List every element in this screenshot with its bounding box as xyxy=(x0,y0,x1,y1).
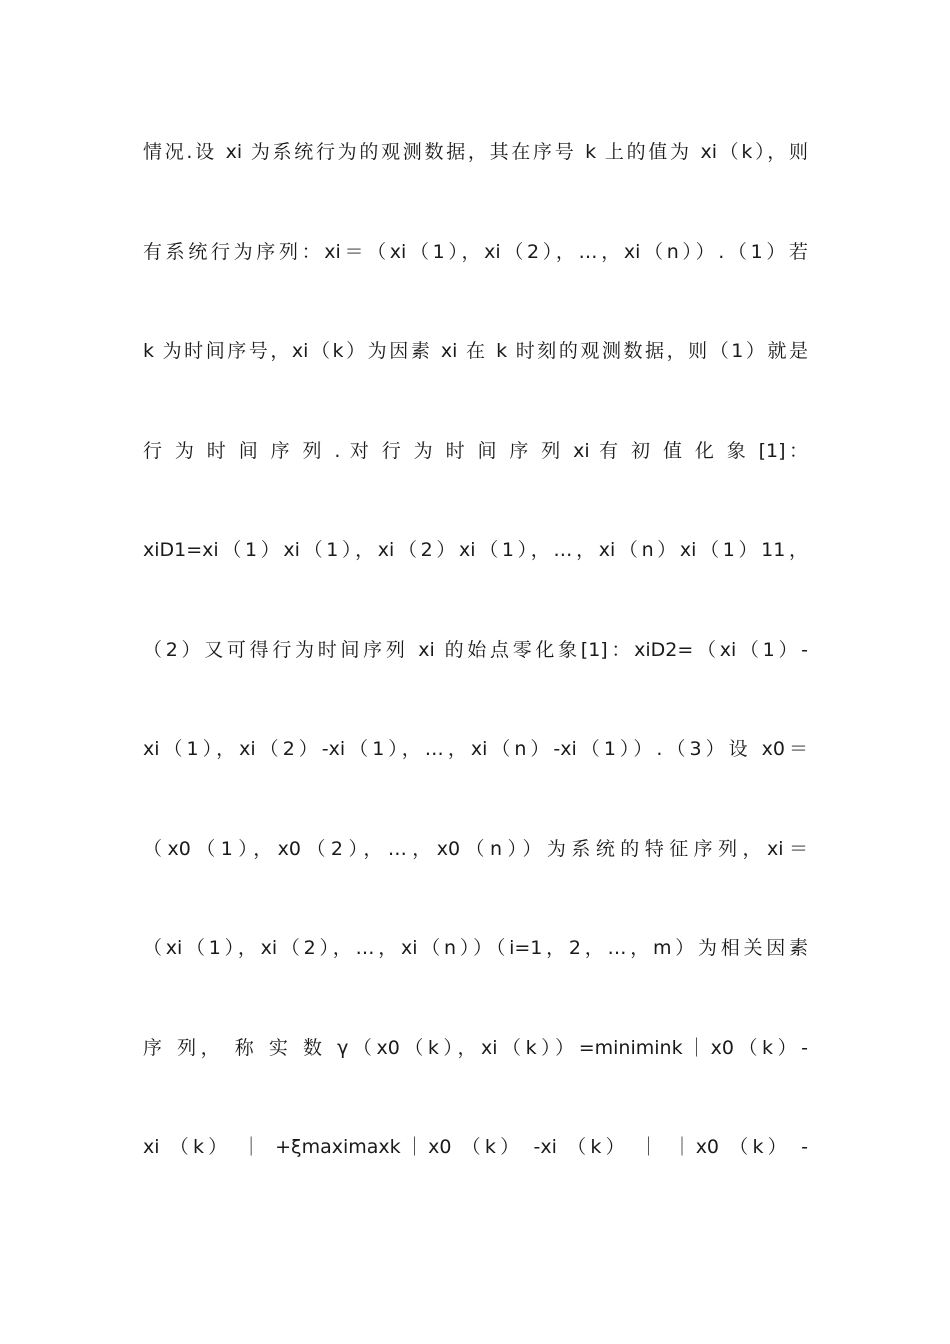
text-line: （xi（1），xi（2），…，xi（n））（i=1，2，…，m）为相关因素 xyxy=(143,937,808,959)
text-line: （x0（1），x0（2），…，x0（n））为系统的特征序列，xi＝ xyxy=(143,837,808,860)
text-line: （2）又可得行为时间序列 xi 的始点零化象[1]：xiD2=（xi（1）- xyxy=(143,638,808,661)
text-line: xi （k） ｜ +ξmaximaxk｜x0 （k） -xi （k） ｜ ｜x0 （k） - xyxy=(143,1136,808,1158)
text-line: 情况.设 xi 为系统行为的观测数据，其在序号 k 上的值为 xi（k），则 xyxy=(143,141,808,163)
text-line: xiD1=xi（1）xi（1），xi（2）xi（1），…，xi（n）xi（1）11， xyxy=(143,539,808,561)
text-line: 有系统行为序列：xi＝（xi（1），xi（2），…，xi（n））.（1）若 xyxy=(143,240,808,263)
text-line: k 为时间序号，xi（k）为因素 xi 在 k 时刻的观测数据，则（1）就是 xyxy=(143,340,808,362)
text-line: xi（1），xi（2）-xi（1），…，xi（n）-xi（1））.（3）设 x0＝ xyxy=(143,738,808,760)
text-line: 序 列， 称 实 数 γ（x0（k），xi（k））=minimink｜x0（k）- xyxy=(143,1036,808,1059)
text-line: 行 为 时 间 序 列 . 对 行 为 时 间 序 列 xi 有 初 值 化 象 [1]： xyxy=(143,439,808,462)
body-text xyxy=(143,130,808,1225)
